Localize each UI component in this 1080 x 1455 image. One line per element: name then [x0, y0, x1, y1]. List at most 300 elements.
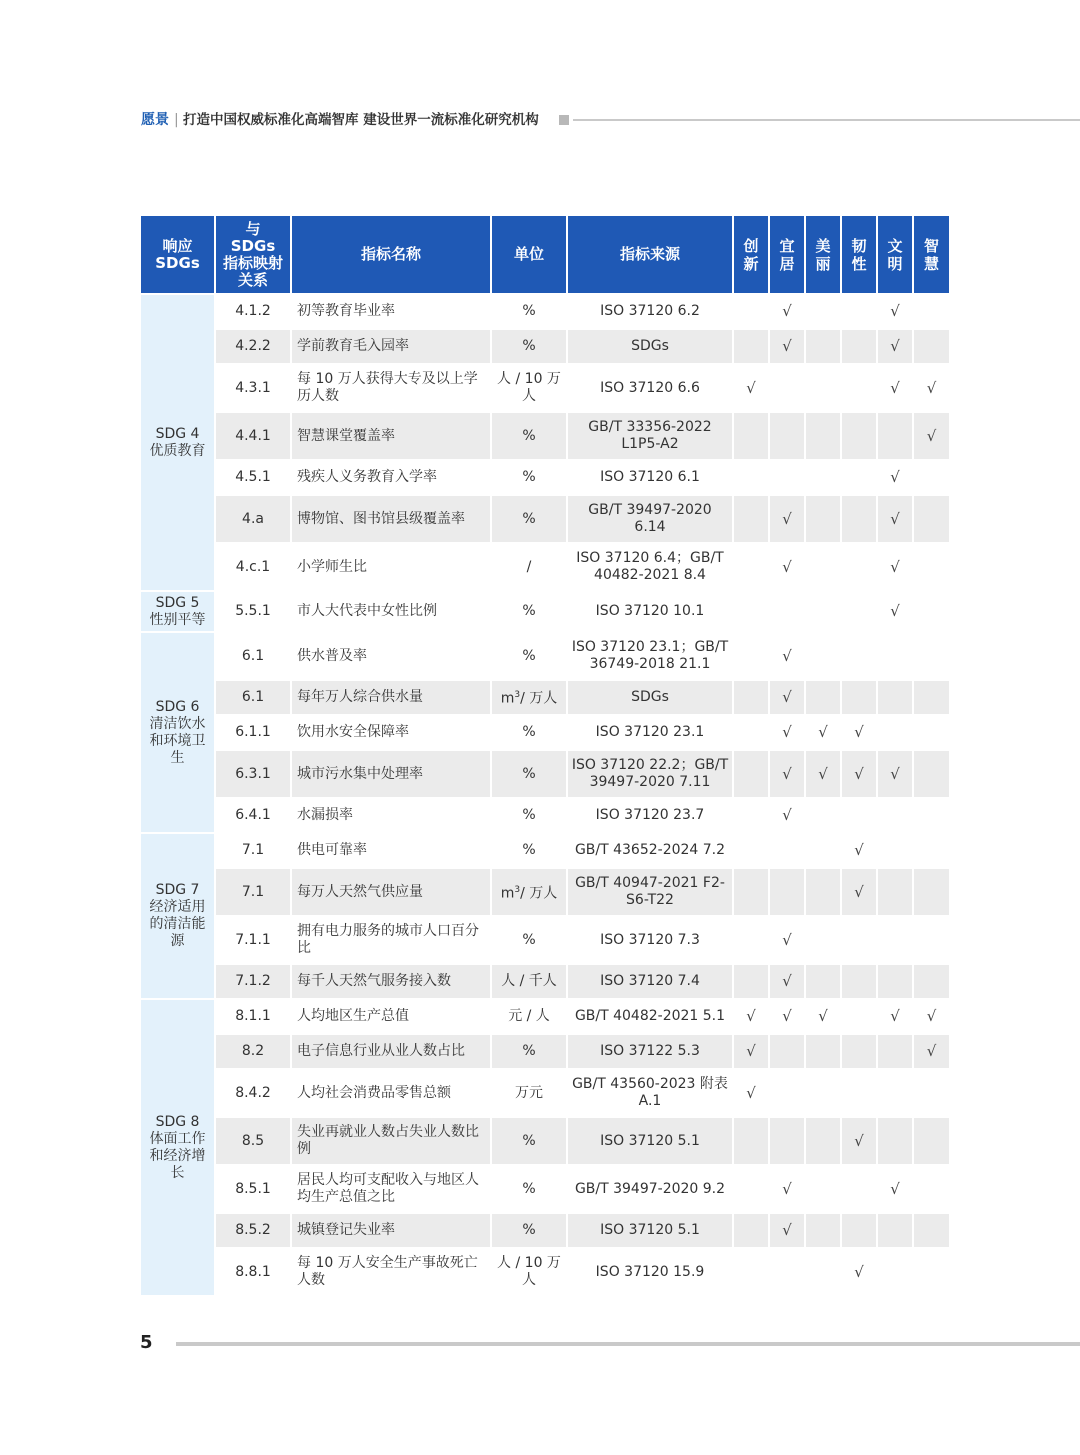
- check-mark-icon: √: [854, 1262, 864, 1281]
- check-cell: [770, 544, 804, 590]
- col-header-mark-char: 美: [815, 236, 831, 255]
- check-mark-icon: √: [890, 468, 900, 486]
- col-header-sdg-line: SDGs: [155, 253, 200, 272]
- check-mark-icon: √: [926, 1007, 937, 1025]
- check-mark-icon: √: [854, 723, 864, 741]
- check-cell: [842, 1000, 876, 1033]
- check-cell: [842, 1214, 876, 1247]
- check-cell: [842, 496, 876, 542]
- indicator-name: 每年万人综合供水量: [292, 681, 490, 714]
- indicator-code: 8.5.2: [216, 1214, 290, 1247]
- check-cell: [806, 592, 840, 631]
- check-mark-icon: √: [782, 557, 792, 576]
- check-cell: [770, 1070, 804, 1116]
- check-cell: [842, 1166, 876, 1212]
- indicator-source: ISO 37120 5.1: [568, 1214, 732, 1247]
- indicator-name: 供电可靠率: [292, 834, 490, 867]
- sdg-group-cell: [141, 1000, 214, 1295]
- col-header-mapping-line: SDGs: [230, 236, 276, 255]
- sdg-group-cell: [141, 834, 214, 998]
- check-cell: [878, 1070, 912, 1116]
- indicator-source: GB/T 43560-2023 附表 A.1: [568, 1070, 732, 1116]
- col-header-name: 指标名称: [292, 216, 490, 293]
- table-body: [141, 295, 949, 1295]
- header-vision: 愿景: [141, 112, 169, 128]
- check-cell: [806, 751, 840, 797]
- col-header-mark-char: 明: [887, 254, 903, 273]
- sdg-indicator-table: [139, 214, 951, 1297]
- col-header-beautiful: [806, 216, 840, 293]
- indicator-name: 城市污水集中处理率: [292, 751, 490, 797]
- check-cell: [842, 633, 876, 679]
- check-cell: [806, 461, 840, 494]
- col-header-innovation: [734, 216, 768, 293]
- indicator-source: GB/T 33356-2022 L1P5-A2: [568, 413, 732, 459]
- check-mark-icon: √: [854, 1131, 864, 1150]
- indicator-unit: %: [492, 592, 566, 631]
- check-cell: [914, 681, 949, 714]
- indicator-name: 人均社会消费品零售总额: [292, 1070, 490, 1116]
- table-row: [141, 633, 949, 679]
- header-separator: |: [174, 112, 179, 128]
- indicator-unit: [492, 869, 566, 915]
- indicator-unit: %: [492, 716, 566, 749]
- check-mark-icon: √: [782, 688, 792, 706]
- col-header-mark-char: 慧: [923, 254, 939, 273]
- indicator-source: ISO 37120 7.3: [568, 917, 732, 963]
- indicator-name: 小学师生比: [292, 544, 490, 590]
- indicator-code: 6.1: [216, 681, 290, 714]
- check-cell: [914, 716, 949, 749]
- indicator-unit: %: [492, 330, 566, 363]
- col-header-civilized: [878, 216, 912, 293]
- indicator-code: 7.1: [216, 869, 290, 915]
- indicator-code: 5.5.1: [216, 592, 290, 631]
- indicator-unit: %: [492, 1166, 566, 1212]
- unit-base: m: [500, 885, 515, 902]
- check-cell: [914, 330, 949, 363]
- indicator-source: ISO 37120 22.2；GB/T 39497-2020 7.11: [568, 751, 732, 797]
- indicator-unit: %: [492, 751, 566, 797]
- check-mark-icon: √: [854, 764, 864, 783]
- table-row: [141, 544, 949, 590]
- check-cell: [842, 330, 876, 363]
- indicator-name: 人均地区生产总值: [292, 1000, 490, 1033]
- table-row: [141, 681, 949, 714]
- indicator-code: 6.1.1: [216, 716, 290, 749]
- col-header-sdg-line: 响应: [162, 236, 193, 255]
- indicator-unit: [492, 681, 566, 714]
- check-cell: [914, 751, 949, 797]
- check-cell: [770, 1035, 804, 1068]
- col-header-sdg: [141, 216, 214, 293]
- indicator-name: 水漏损率: [292, 799, 490, 832]
- check-mark-icon: √: [746, 1007, 756, 1025]
- indicator-source: ISO 37122 5.3: [568, 1035, 732, 1068]
- check-cell: [806, 965, 840, 998]
- col-header-unit: 单位: [492, 216, 566, 293]
- check-mark-icon: √: [746, 378, 756, 397]
- unit-base: m: [500, 690, 515, 707]
- check-cell: [914, 1035, 949, 1068]
- col-header-mark-char: 文: [887, 236, 903, 255]
- check-cell: [770, 496, 804, 542]
- check-cell: [806, 633, 840, 679]
- check-cell: [842, 681, 876, 714]
- check-cell: [806, 365, 840, 411]
- check-cell: [734, 869, 768, 915]
- check-cell: [914, 592, 949, 631]
- check-mark-icon: √: [890, 764, 900, 783]
- check-cell: [914, 1070, 949, 1116]
- check-cell: [806, 799, 840, 832]
- indicator-source: GB/T 43652-2024 7.2: [568, 834, 732, 867]
- check-cell: [914, 965, 949, 998]
- check-cell: [770, 1214, 804, 1247]
- indicator-code: 8.1.1: [216, 1000, 290, 1033]
- check-cell: [806, 1166, 840, 1212]
- check-cell: [806, 1249, 840, 1295]
- indicator-name: 每千人天然气服务接入数: [292, 965, 490, 998]
- check-cell: [842, 799, 876, 832]
- indicator-source: ISO 37120 6.4；GB/T 40482-2021 8.4: [568, 544, 732, 590]
- indicator-name: 智慧课堂覆盖率: [292, 413, 490, 459]
- check-cell: [770, 1118, 804, 1164]
- table-row: [141, 716, 949, 749]
- check-cell: [770, 799, 804, 832]
- table-row: [141, 461, 949, 494]
- check-cell: [734, 496, 768, 542]
- sdg-group-line: 和环境卫: [149, 732, 206, 749]
- check-mark-icon: √: [890, 1007, 900, 1025]
- indicator-code: 6.4.1: [216, 799, 290, 832]
- sdg-group-line: SDG 4: [155, 425, 200, 442]
- check-cell: [914, 461, 949, 494]
- check-cell: [878, 544, 912, 590]
- check-cell: [734, 799, 768, 832]
- sdg-group-line: 性别平等: [149, 611, 206, 628]
- col-header-mark-char: 宜: [779, 236, 795, 255]
- check-cell: [878, 751, 912, 797]
- indicator-source: ISO 37120 23.1: [568, 716, 732, 749]
- check-cell: [914, 1214, 949, 1247]
- check-cell: [878, 799, 912, 832]
- check-mark-icon: √: [782, 723, 792, 741]
- sdg-group-line: 体面工作: [149, 1130, 206, 1147]
- indicator-unit: %: [492, 295, 566, 328]
- col-header-mark-char: 创: [743, 236, 759, 255]
- indicator-name: 初等教育毕业率: [292, 295, 490, 328]
- check-cell: [878, 1249, 912, 1295]
- indicator-source: SDGs: [568, 330, 732, 363]
- check-cell: [806, 917, 840, 963]
- indicator-source: SDGs: [568, 681, 732, 714]
- check-cell: [914, 295, 949, 328]
- page-number: 5: [140, 1332, 153, 1353]
- sdg-group-line: 长: [170, 1164, 185, 1181]
- check-cell: [914, 365, 949, 411]
- check-mark-icon: √: [782, 806, 792, 824]
- check-mark-icon: √: [782, 337, 792, 355]
- sdg-group-line: 和经济增: [149, 1147, 206, 1164]
- indicator-code: 7.1.2: [216, 965, 290, 998]
- page-header: [141, 110, 1080, 130]
- indicator-source: ISO 37120 6.2: [568, 295, 732, 328]
- table-row: [141, 1214, 949, 1247]
- table-row: [141, 295, 949, 328]
- sdg-group-cell: [141, 295, 214, 590]
- check-cell: [770, 1000, 804, 1033]
- indicator-unit: %: [492, 633, 566, 679]
- table-row: [141, 1249, 949, 1295]
- indicator-unit: %: [492, 1035, 566, 1068]
- check-cell: [770, 1166, 804, 1212]
- header-rule: [573, 119, 1080, 121]
- indicator-source: ISO 37120 7.4: [568, 965, 732, 998]
- table-row: [141, 330, 949, 363]
- sdg-group-cell: [141, 592, 214, 631]
- check-cell: [914, 917, 949, 963]
- check-mark-icon: √: [782, 764, 792, 783]
- check-cell: [878, 461, 912, 494]
- indicator-code: 6.3.1: [216, 751, 290, 797]
- check-cell: [734, 544, 768, 590]
- indicator-code: 4.4.1: [216, 413, 290, 459]
- check-cell: [842, 544, 876, 590]
- sdg-group-line: SDG 8: [155, 1113, 200, 1130]
- indicator-source: ISO 37120 6.1: [568, 461, 732, 494]
- indicator-source: ISO 37120 6.6: [568, 365, 732, 411]
- check-mark-icon: √: [746, 1042, 756, 1060]
- sdg-group-line: 清洁饮水: [149, 715, 206, 732]
- check-mark-icon: √: [890, 1179, 900, 1198]
- table-row: [141, 1070, 949, 1116]
- check-cell: [842, 461, 876, 494]
- check-cell: [770, 917, 804, 963]
- check-cell: [878, 834, 912, 867]
- check-cell: [878, 295, 912, 328]
- check-cell: [806, 496, 840, 542]
- indicator-name: 每 10 万人安全生产事故死亡人数: [292, 1249, 490, 1295]
- check-cell: [734, 1070, 768, 1116]
- col-header-mark-char: 韧: [851, 236, 867, 255]
- check-cell: [770, 869, 804, 915]
- check-cell: [878, 869, 912, 915]
- check-cell: [842, 413, 876, 459]
- indicator-name: 拥有电力服务的城市人口百分比: [292, 917, 490, 963]
- check-mark-icon: √: [782, 1221, 792, 1239]
- check-cell: [734, 633, 768, 679]
- check-cell: [878, 592, 912, 631]
- check-cell: [734, 461, 768, 494]
- indicator-unit: %: [492, 917, 566, 963]
- check-cell: [734, 716, 768, 749]
- check-mark-icon: √: [890, 337, 900, 355]
- sdg-group-line: 的清洁能: [149, 916, 206, 932]
- indicator-unit: 万元: [492, 1070, 566, 1116]
- indicator-source: ISO 37120 15.9: [568, 1249, 732, 1295]
- check-cell: [842, 751, 876, 797]
- indicator-code: 8.5.1: [216, 1166, 290, 1212]
- col-header-mark-char: 居: [779, 254, 795, 273]
- sdg-group-line: 经济适用: [149, 899, 206, 915]
- check-mark-icon: √: [818, 723, 828, 741]
- indicator-unit: %: [492, 799, 566, 832]
- check-cell: [914, 633, 949, 679]
- table-row: [141, 869, 949, 915]
- indicator-name: 供水普及率: [292, 633, 490, 679]
- sdg-group-line: SDG 5: [155, 594, 200, 611]
- check-cell: [842, 1035, 876, 1068]
- indicator-name: 城镇登记失业率: [292, 1214, 490, 1247]
- check-cell: [770, 751, 804, 797]
- check-cell: [770, 834, 804, 867]
- col-header-source: 指标来源: [568, 216, 732, 293]
- indicator-unit: %: [492, 461, 566, 494]
- check-cell: [734, 1000, 768, 1033]
- check-cell: [878, 1214, 912, 1247]
- col-header-mark-char: 新: [743, 254, 759, 273]
- check-cell: [734, 1166, 768, 1212]
- check-cell: [770, 295, 804, 328]
- check-cell: [734, 965, 768, 998]
- indicator-name: 市人大代表中女性比例: [292, 592, 490, 631]
- check-cell: [806, 413, 840, 459]
- table-header-row: [141, 216, 949, 293]
- check-cell: [914, 799, 949, 832]
- check-cell: [806, 834, 840, 867]
- check-mark-icon: √: [746, 1083, 756, 1102]
- check-mark-icon: √: [782, 302, 792, 320]
- col-header-mapping-line: 关系: [237, 270, 268, 289]
- indicator-code: 7.1.1: [216, 917, 290, 963]
- check-cell: [914, 1166, 949, 1212]
- indicator-name: 失业再就业人数占失业人数比例: [292, 1118, 490, 1164]
- indicator-source: ISO 37120 5.1: [568, 1118, 732, 1164]
- indicator-name: 学前教育毛入园率: [292, 330, 490, 363]
- check-cell: [734, 365, 768, 411]
- check-cell: [806, 681, 840, 714]
- check-mark-icon: √: [854, 841, 864, 859]
- check-cell: [734, 413, 768, 459]
- check-cell: [770, 413, 804, 459]
- check-cell: [878, 1000, 912, 1033]
- unit-rest: / 万人: [520, 690, 558, 707]
- check-cell: [878, 365, 912, 411]
- check-cell: [806, 1118, 840, 1164]
- check-cell: [806, 330, 840, 363]
- check-cell: [734, 295, 768, 328]
- col-header-smart: [914, 216, 949, 293]
- check-cell: [806, 716, 840, 749]
- indicator-unit: %: [492, 496, 566, 542]
- check-cell: [734, 1214, 768, 1247]
- indicator-unit: 人 / 千人: [492, 965, 566, 998]
- indicator-unit: %: [492, 413, 566, 459]
- check-mark-icon: √: [782, 972, 792, 990]
- check-cell: [734, 1035, 768, 1068]
- check-cell: [770, 461, 804, 494]
- indicator-code: 4.5.1: [216, 461, 290, 494]
- check-mark-icon: √: [854, 882, 864, 901]
- indicator-code: 4.a: [216, 496, 290, 542]
- check-cell: [842, 1118, 876, 1164]
- check-cell: [842, 965, 876, 998]
- table-row: [141, 365, 949, 411]
- header-slogan: 打造中国权威标准化高端智库 建设世界一流标准化研究机构: [183, 112, 539, 128]
- indicator-code: 8.8.1: [216, 1249, 290, 1295]
- table-row: [141, 592, 949, 631]
- check-cell: [878, 1118, 912, 1164]
- indicator-name: 残疾人义务教育入学率: [292, 461, 490, 494]
- check-cell: [914, 413, 949, 459]
- indicator-code: 8.5: [216, 1118, 290, 1164]
- check-mark-icon: √: [890, 378, 900, 397]
- indicator-code: 7.1: [216, 834, 290, 867]
- indicator-source: ISO 37120 23.1；GB/T 36749-2018 21.1: [568, 633, 732, 679]
- table-row: [141, 917, 949, 963]
- check-cell: [842, 834, 876, 867]
- check-cell: [806, 544, 840, 590]
- check-mark-icon: √: [782, 1007, 792, 1025]
- check-mark-icon: √: [926, 426, 937, 445]
- indicator-source: ISO 37120 10.1: [568, 592, 732, 631]
- table-row: [141, 1000, 949, 1033]
- indicator-code: 4.2.2: [216, 330, 290, 363]
- indicator-source: GB/T 40947-2021 F2-S6-T22: [568, 869, 732, 915]
- unit-superscript: 3: [514, 690, 521, 701]
- check-cell: [806, 869, 840, 915]
- indicator-code: 6.1: [216, 633, 290, 679]
- indicator-unit: 元 / 人: [492, 1000, 566, 1033]
- sdg-group-line: 源: [170, 933, 185, 949]
- check-mark-icon: √: [890, 509, 900, 528]
- check-cell: [914, 496, 949, 542]
- check-cell: [878, 330, 912, 363]
- check-cell: [878, 681, 912, 714]
- col-header-mark-char: 丽: [815, 254, 831, 273]
- check-cell: [914, 1249, 949, 1295]
- check-cell: [770, 681, 804, 714]
- check-cell: [806, 1070, 840, 1116]
- check-cell: [878, 917, 912, 963]
- check-cell: [770, 592, 804, 631]
- indicator-name: 电子信息行业从业人数占比: [292, 1035, 490, 1068]
- check-cell: [734, 592, 768, 631]
- table-row: [141, 1118, 949, 1164]
- check-cell: [878, 413, 912, 459]
- check-cell: [734, 330, 768, 363]
- check-cell: [770, 365, 804, 411]
- table-row: [141, 799, 949, 832]
- col-header-mark-char: 智: [923, 236, 939, 255]
- check-cell: [734, 917, 768, 963]
- check-cell: [842, 365, 876, 411]
- indicator-name: 居民人均可支配收入与地区人均生产总值之比: [292, 1166, 490, 1212]
- check-mark-icon: √: [782, 930, 792, 949]
- check-mark-icon: √: [818, 1007, 828, 1025]
- indicator-name: 每 10 万人获得大专及以上学历人数: [292, 365, 490, 411]
- indicator-source: GB/T 39497-2020 6.14: [568, 496, 732, 542]
- check-cell: [914, 869, 949, 915]
- col-header-mapping-line: 与: [245, 219, 261, 238]
- check-cell: [914, 1118, 949, 1164]
- table-row: [141, 496, 949, 542]
- indicator-code: 4.3.1: [216, 365, 290, 411]
- indicator-code: 4.c.1: [216, 544, 290, 590]
- check-cell: [842, 295, 876, 328]
- table-row: [141, 751, 949, 797]
